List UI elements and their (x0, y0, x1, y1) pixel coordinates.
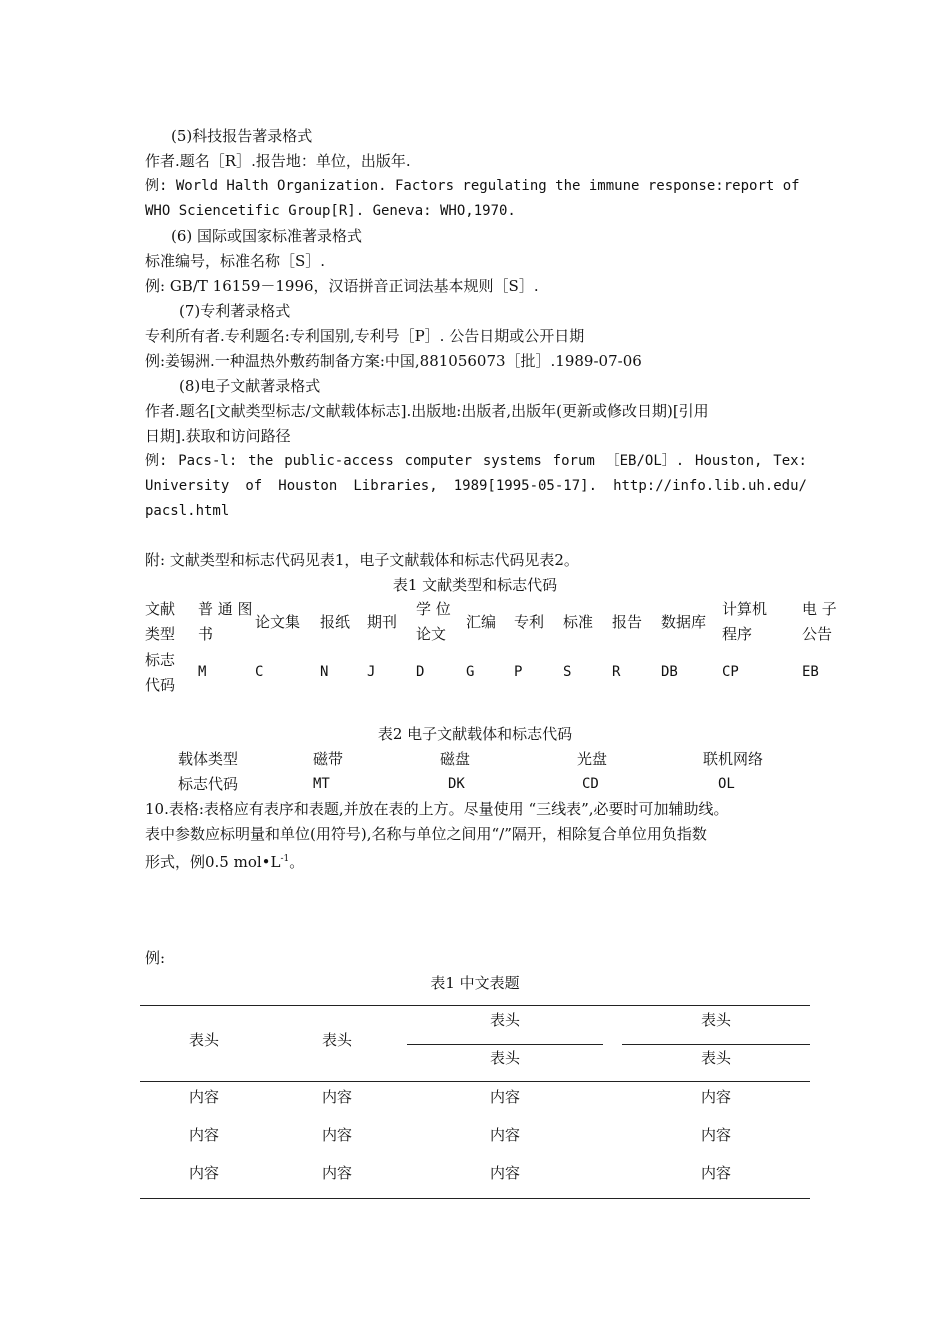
table1-code: G (466, 664, 475, 680)
patent-heading: (7)专利著录格式 (179, 302, 291, 320)
table2-code-cell: DK (448, 776, 465, 792)
report-format: 作者.题名［R］.报告地：单位，出版年. (145, 152, 411, 170)
table1-caption: 表1 文献类型和标志代码 (392, 576, 558, 594)
table1-code: C (255, 664, 264, 680)
header-cell: 表头 (700, 1011, 731, 1029)
example-label: 例: (145, 949, 166, 967)
report-heading: (5)科技报告著录格式 (171, 127, 313, 145)
table2-header-cell: 磁带 (313, 750, 344, 768)
table-bottom-rule (140, 1198, 810, 1199)
table1-type: 论文 (416, 625, 447, 643)
electronic-format-line2: 日期].获取和访问路径 (145, 427, 291, 445)
electronic-example-line3: pacsl.html (145, 503, 230, 519)
standard-heading: (6) 国际或国家标准著录格式 (171, 227, 363, 245)
report-example-line2: WHO Sciencetific Group[R]. Geneva: WHO,1970. (145, 203, 516, 219)
table1-type: 学 位 (416, 600, 451, 618)
table-cell: 内容 (489, 1164, 520, 1182)
table1-type: 普 通 图 (198, 600, 253, 618)
table-mid-rule (140, 1081, 810, 1082)
table1-type: 程序 (722, 625, 753, 643)
table-cell: 内容 (321, 1088, 352, 1106)
table2-code-cell: OL (718, 776, 735, 792)
table2-caption: 表2 电子文献载体和标志代码 (377, 725, 573, 743)
table1-code: R (612, 664, 621, 680)
table1-row1-label-a: 文献 (145, 600, 176, 618)
table1-code: N (320, 664, 329, 680)
electronic-format-line1: 作者.题名[文献类型标志/文献载体标志].出版地:出版者,出版年(更新或修改日期)[引用 (145, 402, 709, 420)
table1-code: D (416, 664, 425, 680)
standard-format: 标准编号，标准名称［S］. (145, 252, 326, 270)
electronic-example-line1: 例: Pacs-l: the public-access computer systems forum ［EB/OL］. Houston, Tex: (145, 453, 807, 469)
table1-type: 期刊 (367, 613, 398, 631)
table1-type: 报纸 (320, 613, 351, 631)
rule10-line1: 10.表格:表格应有表序和表题,并放在表的上方。尽量使用 “三线表”,必要时可加辅助线。 (145, 800, 729, 818)
table1-type: 公告 (802, 625, 833, 643)
table2-header-cell: 磁盘 (440, 750, 471, 768)
table1-type: 数据库 (661, 613, 707, 631)
table1-type: 标准 (563, 613, 594, 631)
standard-example: 例: GB/T 16159－1996，汉语拼音正词法基本规则［S］. (145, 277, 539, 295)
rule10-line2: 表中参数应标明量和单位(用符号),名称与单位之间用“/”隔开，相除复合单位用负指数 (145, 825, 707, 843)
header-cell: 表头 (489, 1011, 520, 1029)
table-cell: 内容 (321, 1164, 352, 1182)
rule10-line3: 形式，例0.5 $mol•L^{-1}$。 (145, 853, 305, 871)
table1-type: 报告 (612, 613, 643, 631)
table1-row1-label-b: 类型 (145, 625, 176, 643)
header-sub-rule (622, 1044, 810, 1045)
table2-code-cell: MT (313, 776, 330, 792)
table-cell: 内容 (700, 1088, 731, 1106)
table2-header-cell: 光盘 (577, 750, 608, 768)
table1-code: EB (802, 664, 819, 680)
table1-type: 电 子 (802, 600, 837, 618)
table-cell: 内容 (321, 1126, 352, 1144)
table2-header-cell: 联机网络 (703, 750, 764, 768)
table2-header-cell: 载体类型 (178, 750, 239, 768)
table-cell: 内容 (489, 1126, 520, 1144)
table1-code: DB (661, 664, 678, 680)
table-cell: 内容 (489, 1088, 520, 1106)
table1-row2-label-b: 代码 (145, 676, 176, 694)
patent-format: 专利所有者.专利题名:专利国别,专利号［P］. 公告日期或公开日期 (145, 327, 585, 345)
header-cell: 表头 (188, 1031, 219, 1049)
example-table-caption: 表1 中文表题 (430, 974, 520, 992)
electronic-example-line2: University of Houston Libraries, 1989[1995-05-17]. http://info.lib.uh.edu/ (145, 478, 807, 494)
table-cell: 内容 (188, 1088, 219, 1106)
header-cell: 表头 (489, 1049, 520, 1067)
electronic-heading: (8)电子文献著录格式 (179, 377, 321, 395)
header-cell: 表头 (700, 1049, 731, 1067)
table1-row2-label-a: 标志 (145, 651, 176, 669)
table1-code: M (198, 664, 207, 680)
report-example-line1: 例: World Halth Organization. Factors regulating the immune response:report of (145, 178, 800, 194)
table1-code: J (367, 664, 376, 680)
header-cell: 表头 (321, 1031, 352, 1049)
table2-code-cell: CD (582, 776, 599, 792)
appendix-note: 附: 文献类型和标志代码见表1，电子文献载体和标志代码见表2。 (145, 551, 579, 569)
table-cell: 内容 (188, 1164, 219, 1182)
table1-code: CP (722, 664, 739, 680)
table-cell: 内容 (700, 1126, 731, 1144)
header-sub-rule (407, 1044, 603, 1045)
table-top-rule (140, 1005, 810, 1006)
table1-type: 论文集 (255, 613, 301, 631)
table1-code: P (514, 664, 523, 680)
table1-type: 汇编 (466, 613, 497, 631)
table1-type: 书 (198, 625, 214, 643)
table1-type: 专利 (514, 613, 545, 631)
table1-code: S (563, 664, 572, 680)
table1-type: 计算机 (722, 600, 768, 618)
table2-code-cell: 标志代码 (178, 775, 239, 793)
patent-example: 例:姜锡洲.一种温热外敷药制备方案:中国,881056073［批］.1989-07-06 (145, 352, 642, 370)
table-cell: 内容 (188, 1126, 219, 1144)
table-cell: 内容 (700, 1164, 731, 1182)
